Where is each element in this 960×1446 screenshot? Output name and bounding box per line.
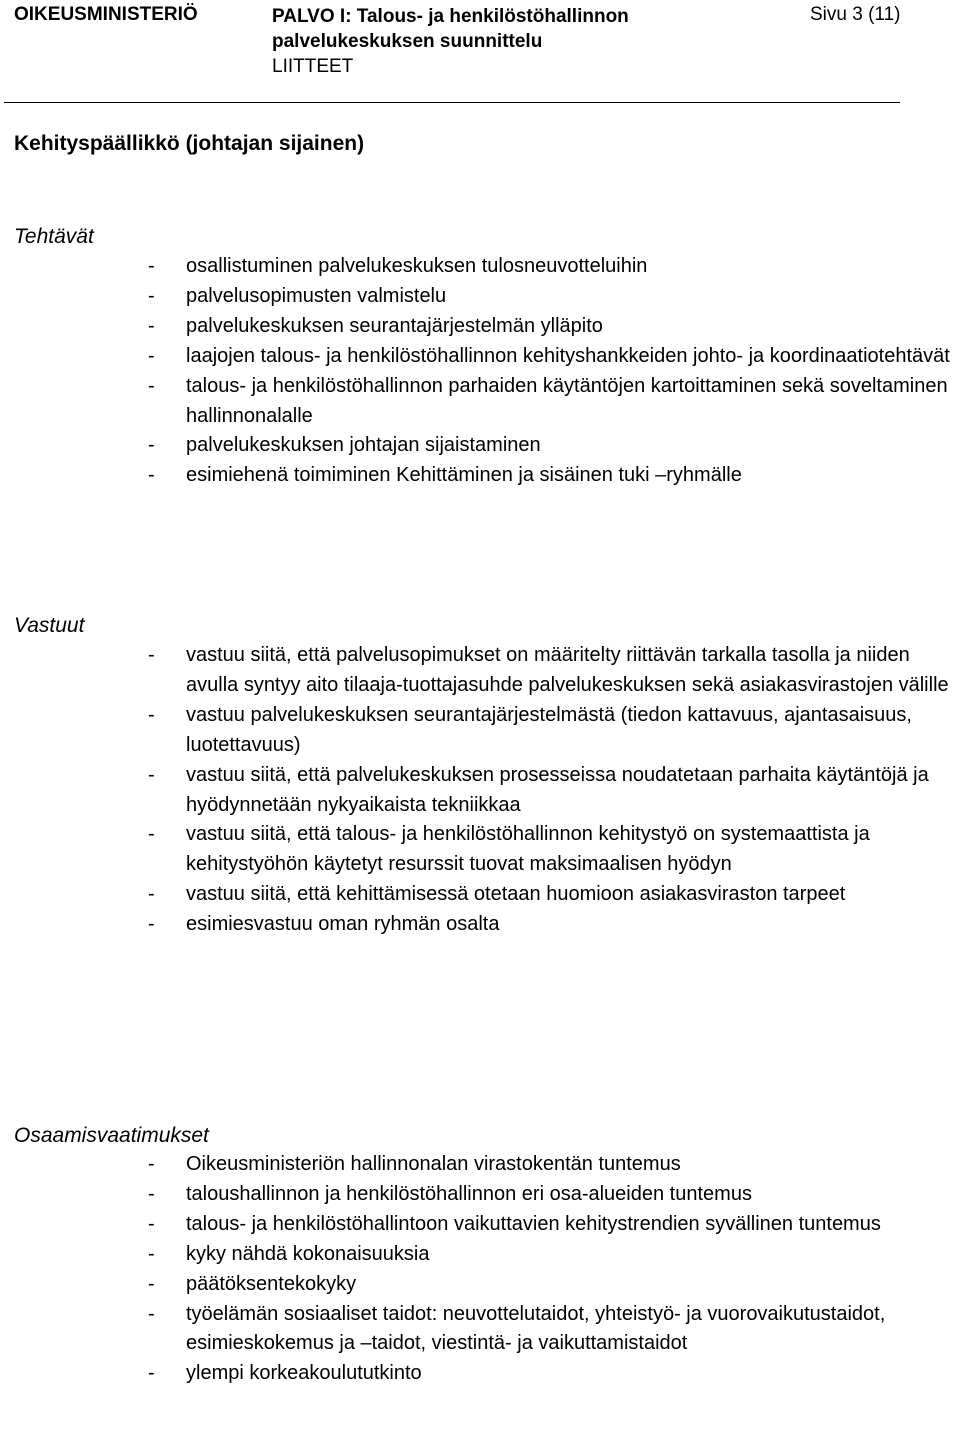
section-label-tehtavat: Tehtävät bbox=[14, 225, 94, 248]
section-label-osaamisvaatimukset: Osaamisvaatimukset bbox=[14, 1124, 209, 1147]
list-item: - osallistuminen palvelukeskuksen tulosneuvotteluihin bbox=[148, 255, 648, 277]
list-item: - palvelukeskuksen johtajan sijaistaminen bbox=[148, 434, 541, 457]
list-item: - päätöksentekokyky bbox=[148, 1272, 357, 1295]
page-number: Sivu 3 (11) bbox=[810, 4, 901, 25]
header-divider bbox=[4, 102, 900, 103]
list-item: - vastuu siitä, että palvelusopimukset on määritelty riittävän tarkalla tasolla ja niiden avulla syntyy aito tilaaja-tuottajasuhde palvelukeskuksen sekä asiakasvirastojen välille bbox=[148, 644, 949, 696]
list-item: - kyky nähdä kokonaisuuksia bbox=[148, 1242, 430, 1265]
list-item: - esimiehenä toimiminen Kehittäminen ja sisäinen tuki –ryhmälle bbox=[148, 464, 742, 487]
organization-name: OIKEUSMINISTERIÖ bbox=[14, 4, 198, 25]
list-item: - palvelusopimusten valmistelu bbox=[148, 284, 447, 307]
list-item: - taloushallinnon ja henkilöstöhallinnon eri osa-alueiden tuntemus bbox=[148, 1182, 752, 1205]
list-item: - palvelukeskuksen seurantajärjestelmän ylläpito bbox=[148, 314, 603, 337]
section-list-vastuut bbox=[148, 641, 960, 940]
list-item: - työelämän sosiaaliset taidot: neuvottelutaidot, yhteistyö- ja vuorovaikutustaidot, esimieskokemus ja –taidot, viestintä- ja vaikuttamistaidot bbox=[148, 1302, 886, 1355]
list-item: - ylempi korkeakoulututkinto bbox=[148, 1362, 422, 1385]
section-label-vastuut: Vastuut bbox=[14, 614, 85, 637]
list-item: - vastuu siitä, että palvelukeskuksen prosesseissa noudatetaan parhaita käytäntöjä ja hyödynnetään nykyaikaista tekniikkaa bbox=[148, 763, 929, 816]
section-list-tehtavat bbox=[148, 252, 960, 491]
document-title-line-1: PALVO I: Talous- ja henkilöstöhallinnon bbox=[272, 6, 629, 27]
list-item: - esimiesvastuu oman ryhmän osalta bbox=[148, 913, 500, 936]
section-list-osaamisvaatimukset bbox=[148, 1150, 960, 1389]
list-item: - vastuu siitä, että talous- ja henkilöstöhallinnon kehitystyö on systemaattista ja kehitystyöhön käytetyt resurssit tuovat maksimaalisen hyödyn bbox=[148, 823, 870, 876]
role-title: Kehityspäällikkö (johtajan sijainen) bbox=[14, 132, 365, 155]
document-title-line-3: LIITTEET bbox=[272, 56, 354, 77]
list-item: - Oikeusministeriön hallinnonalan virastokentän tuntemus bbox=[148, 1153, 681, 1175]
page-header bbox=[0, 0, 960, 105]
list-item: - vastuu palvelukeskuksen seurantajärjestelmästä (tiedon kattavuus, ajantasaisuus, luotettavuus) bbox=[148, 703, 912, 756]
list-item: - laajojen talous- ja henkilöstöhallinnon kehityshankkeiden johto- ja koordinaatiotehtävät bbox=[148, 344, 950, 367]
list-item: - talous- ja henkilöstöhallinnon parhaiden käytäntöjen kartoittaminen sekä soveltaminen hallinnonalalle bbox=[148, 374, 948, 427]
document-title-block bbox=[272, 4, 629, 79]
list-item: - vastuu siitä, että kehittämisessä otetaan huomioon asiakasviraston tarpeet bbox=[148, 883, 846, 906]
document-title-line-2: palvelukeskuksen suunnittelu bbox=[272, 31, 543, 52]
list-item: - talous- ja henkilöstöhallintoon vaikuttavien kehitystrendien syvällinen tuntemus bbox=[148, 1212, 881, 1235]
